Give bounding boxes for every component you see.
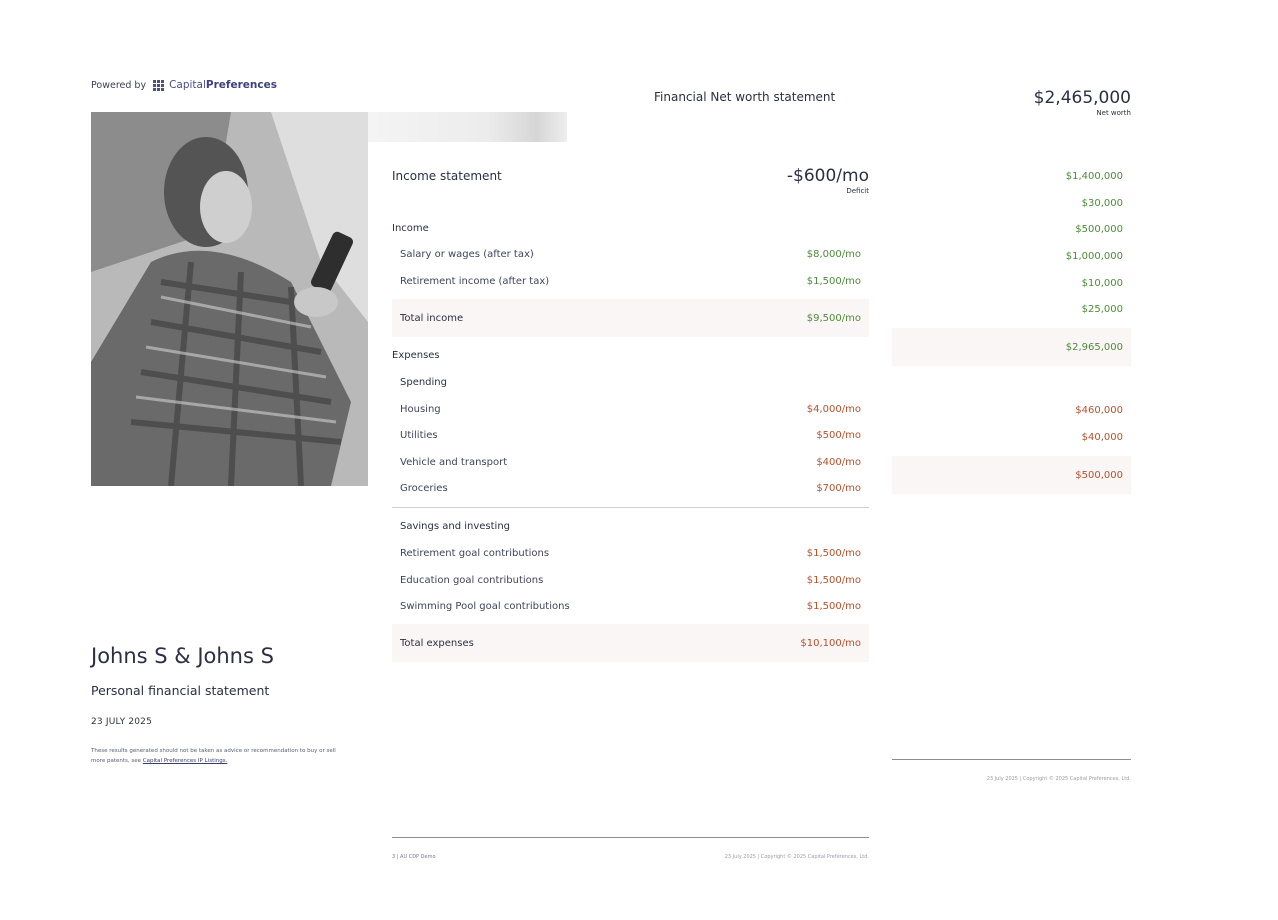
- expense-row: [392, 396, 869, 422]
- savings-label: Swimming Pool goal contributions: [400, 600, 570, 612]
- total-income-label: Total income: [400, 312, 464, 324]
- income-statement-page: [368, 142, 892, 882]
- total-assets-value: $2,965,000: [892, 328, 1131, 366]
- savings-label: Education goal contributions: [400, 574, 544, 586]
- asset-value: $10,000: [1081, 277, 1123, 289]
- deficit-value: -$600/mo: [786, 166, 869, 186]
- expense-amount: $700/mo: [816, 482, 861, 494]
- cover-photo-strip: [368, 112, 567, 142]
- powered-by-label: Powered by: [91, 79, 147, 91]
- expense-row: [392, 449, 869, 475]
- ip-listings-link[interactable]: Capital Preferences IP Listings.: [142, 758, 228, 764]
- cover-photo: [91, 112, 368, 486]
- savings-amount: $1,500/mo: [806, 547, 861, 559]
- expense-amount: $500/mo: [816, 429, 861, 441]
- income-label: Retirement income (after tax): [400, 275, 550, 287]
- liability-value: $40,000: [1081, 431, 1123, 443]
- expense-row: [392, 422, 869, 448]
- income-amount: $8,000/mo: [806, 248, 861, 260]
- expenses-heading: Expenses: [392, 349, 440, 361]
- income-heading-row: [392, 215, 869, 241]
- savings-amount: $1,500/mo: [806, 574, 861, 586]
- statement-type: Personal financial statement: [91, 683, 270, 698]
- savings-row: [392, 567, 869, 593]
- expenses-heading-row: [392, 342, 869, 368]
- expense-label: Groceries: [400, 482, 448, 494]
- footer-divider: [392, 837, 869, 838]
- total-income-row: [392, 299, 869, 337]
- expense-label: Housing: [400, 403, 441, 415]
- net-worth-title: Financial Net worth statement: [654, 90, 836, 104]
- income-heading: Income: [392, 222, 429, 234]
- total-expenses-label: Total expenses: [400, 637, 474, 649]
- income-row: [392, 241, 869, 267]
- disclaimer-prefix: more patents, see: [91, 758, 142, 764]
- expense-amount: $4,000/mo: [806, 403, 861, 415]
- asset-value: $1,400,000: [1065, 170, 1123, 182]
- asset-value: $30,000: [1081, 197, 1123, 209]
- savings-row: [392, 593, 869, 619]
- disclaimer: [91, 746, 368, 766]
- income-statement-title: Income statement: [392, 169, 502, 183]
- savings-amount: $1,500/mo: [806, 600, 861, 612]
- savings-label: Retirement goal contributions: [400, 547, 550, 559]
- total-expenses-row: [392, 624, 869, 662]
- asset-value: $25,000: [1081, 303, 1123, 315]
- savings-heading-row: [392, 513, 869, 539]
- section-divider: [392, 507, 869, 508]
- net-worth-label: Net worth: [1096, 109, 1131, 117]
- income-label: Salary or wages (after tax): [400, 248, 534, 260]
- liability-value: $460,000: [1075, 404, 1123, 416]
- total-expenses-amount: $10,100/mo: [800, 637, 861, 649]
- spending-heading: Spending: [400, 376, 447, 388]
- client-name: Johns S & Johns S: [91, 644, 274, 668]
- page-footer-label: 3 | AU CDP Demo: [392, 854, 436, 860]
- savings-row: [392, 540, 869, 566]
- page-footer-copyright: 23 July 2025 | Copyright © 2025 Capital Preferences, Ltd.: [724, 854, 869, 860]
- net-worth-footer-copyright: 23 July 2025 | Copyright © 2025 Capital Preferences, Ltd.: [986, 776, 1131, 782]
- capital-preferences-logo: CapitalPreferences: [169, 79, 277, 91]
- net-worth-summary: [1034, 88, 1131, 117]
- income-amount: $1,500/mo: [806, 275, 861, 287]
- expense-amount: $400/mo: [816, 456, 861, 468]
- net-worth-footer-divider: [892, 759, 1131, 760]
- savings-heading: Savings and investing: [400, 520, 511, 532]
- spending-heading-row: [392, 369, 869, 395]
- income-row: [392, 268, 869, 294]
- total-liabilities-value: $500,000: [892, 456, 1131, 494]
- expense-label: Vehicle and transport: [400, 456, 508, 468]
- expense-label: Utilities: [400, 429, 438, 441]
- powered-by: [91, 79, 277, 91]
- total-income-amount: $9,500/mo: [806, 312, 861, 324]
- capital-preferences-logo-icon: [153, 80, 164, 91]
- expense-row: [392, 475, 869, 501]
- asset-value: $1,000,000: [1065, 250, 1123, 262]
- income-summary: [787, 166, 869, 195]
- deficit-label: Deficit: [846, 187, 869, 195]
- net-worth-value: $2,465,000: [1033, 88, 1131, 108]
- asset-value: $500,000: [1075, 223, 1123, 235]
- disclaimer-text: These results generated should not be taken as advice or recommendation to buy or sell: [91, 748, 336, 754]
- cover-date: 23 JULY 2025: [91, 717, 153, 727]
